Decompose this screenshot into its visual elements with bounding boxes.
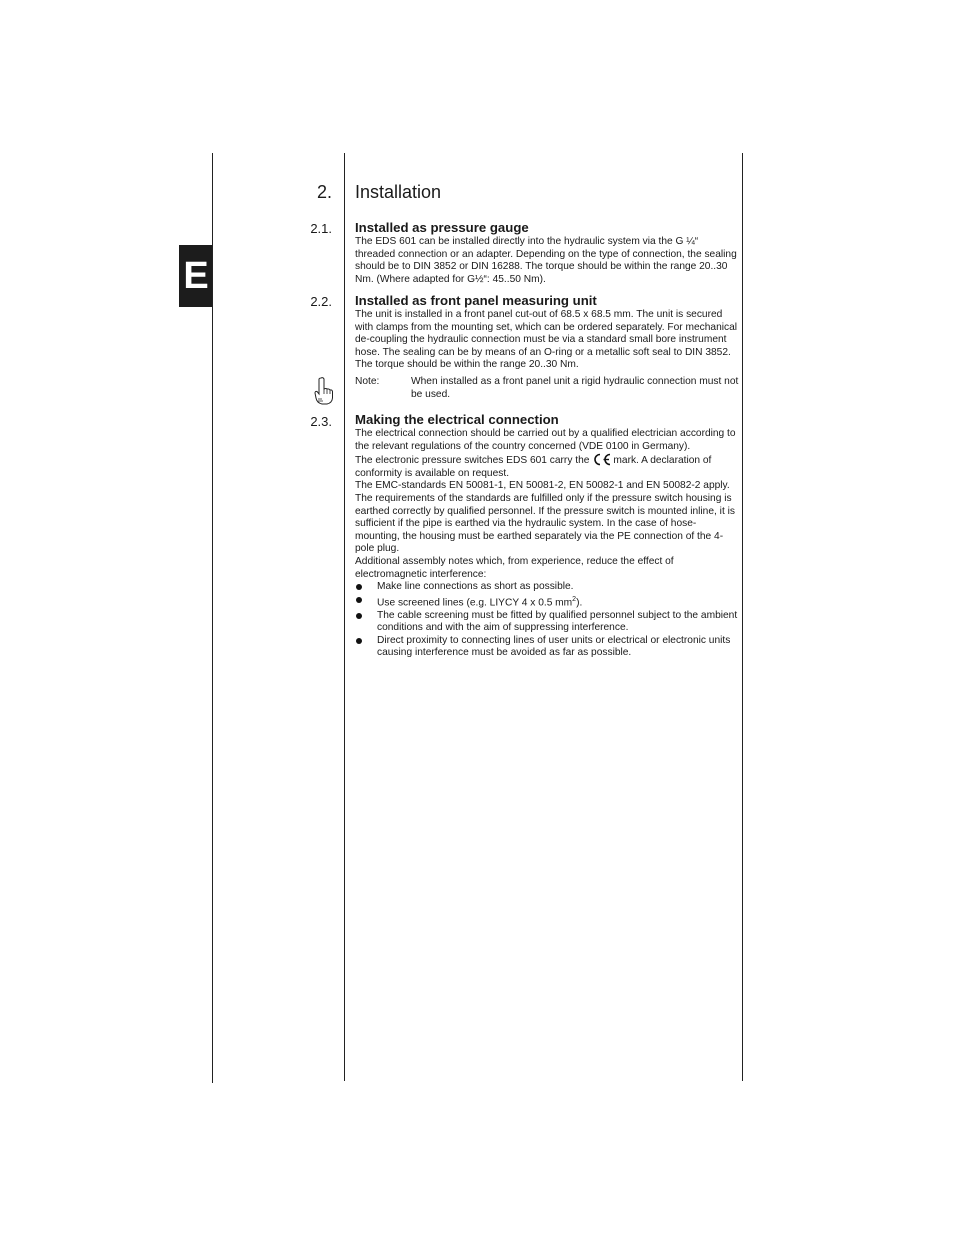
- section-2-1: [355, 220, 740, 286]
- text-fragment: The electronic pressure switches EDS 601 carry the: [355, 455, 590, 467]
- bullet-list: [355, 581, 740, 660]
- section-heading: Installed as front panel measuring unit: [355, 293, 597, 308]
- chapter-number: 2.: [316, 182, 332, 202]
- section-number: 2.1.: [310, 221, 332, 236]
- note-block: [355, 376, 740, 401]
- text-fragment: mark. A declaration of conformity is available on request.: [355, 455, 712, 479]
- section-2-3: [355, 412, 740, 660]
- paragraph: The EMC-standards EN 50081-1, EN 50081-2, EN 50082-1 and EN 50082-2 apply.: [355, 480, 730, 492]
- bullet-icon: [356, 613, 362, 619]
- paragraph: Additional assembly notes which, from experience, reduce the effect of electromagnetic interference:: [355, 555, 674, 580]
- bullet-icon: [356, 638, 362, 644]
- note-label: Note:: [355, 375, 380, 387]
- number-column-rule: [344, 153, 345, 1081]
- section-body: The EDS 601 can be installed directly into the hydraulic system via the G ¼“ threaded connection or an adapter. Depending on the type of connection, the sealing should be to DIN 3852 or DIN 16288. The torque should be within the range 20..30 Nm. (Where adapted for G½“: 45..50 Nm).: [355, 236, 737, 285]
- section-heading: Installed as pressure gauge: [355, 220, 529, 235]
- list-item: Make line connections as short as possible.: [355, 581, 740, 594]
- section-number: 2.3.: [310, 414, 332, 429]
- section-body: [355, 428, 740, 581]
- bullet-icon: [356, 584, 362, 590]
- right-margin-rule: [742, 153, 743, 1081]
- pointing-hand-icon: [312, 376, 334, 406]
- paragraph: The electrical connection should be carried out by a qualified electrician according to the relevant regulations of the country concerned (VDE 0100 in Germany).: [355, 428, 736, 452]
- chapter-title: Installation: [355, 182, 442, 202]
- bullet-icon: [356, 597, 362, 603]
- list-item: Use screened lines (e.g. LIYCY 4 x 0.5 $mm^2$).: [355, 594, 740, 610]
- paragraph: The requirements of the standards are fulfilled only if the pressure switch housing is earthed correctly by qualified personnel. If the pressure switch is mounted inline, it is sufficient if the pipe is earthed via the hydraulic system. In the case of hose-mounting, the housing must be earthed separately via the PE connection of the 4-pole plug.: [355, 492, 735, 555]
- list-item: Direct proximity to connecting lines of user units or electrical or electronic units causing interference must be avoided as far as possible.: [355, 635, 740, 660]
- language-tab: E: [179, 245, 212, 307]
- section-2-2: [355, 293, 740, 401]
- paragraph-ce: [355, 453, 740, 480]
- section-heading: Making the electrical connection: [355, 412, 559, 427]
- note-text: When installed as a front panel unit a rigid hydraulic connection must not be used.: [411, 375, 739, 400]
- list-item: The cable screening must be fitted by qualified personnel subject to the ambient conditions and with the aim of suppressing interference.: [355, 610, 740, 635]
- section-number: 2.2.: [310, 294, 332, 309]
- ce-mark-icon: [592, 453, 612, 466]
- left-margin-rule: [212, 153, 213, 1083]
- section-body: The unit is installed in a front panel cut-out of 68.5 x 68.5 mm. The unit is secured with clamps from the mounting set, which can be ordered separately. For mechanical de-coupling the hydraulic connection must be via a standard small bore instrument hose. The sealing can be by means of an O-ring or a metallic soft seal to DIN 3852. The torque should be within the range 20..30 Nm.: [355, 309, 738, 371]
- chapter-heading: [355, 182, 740, 203]
